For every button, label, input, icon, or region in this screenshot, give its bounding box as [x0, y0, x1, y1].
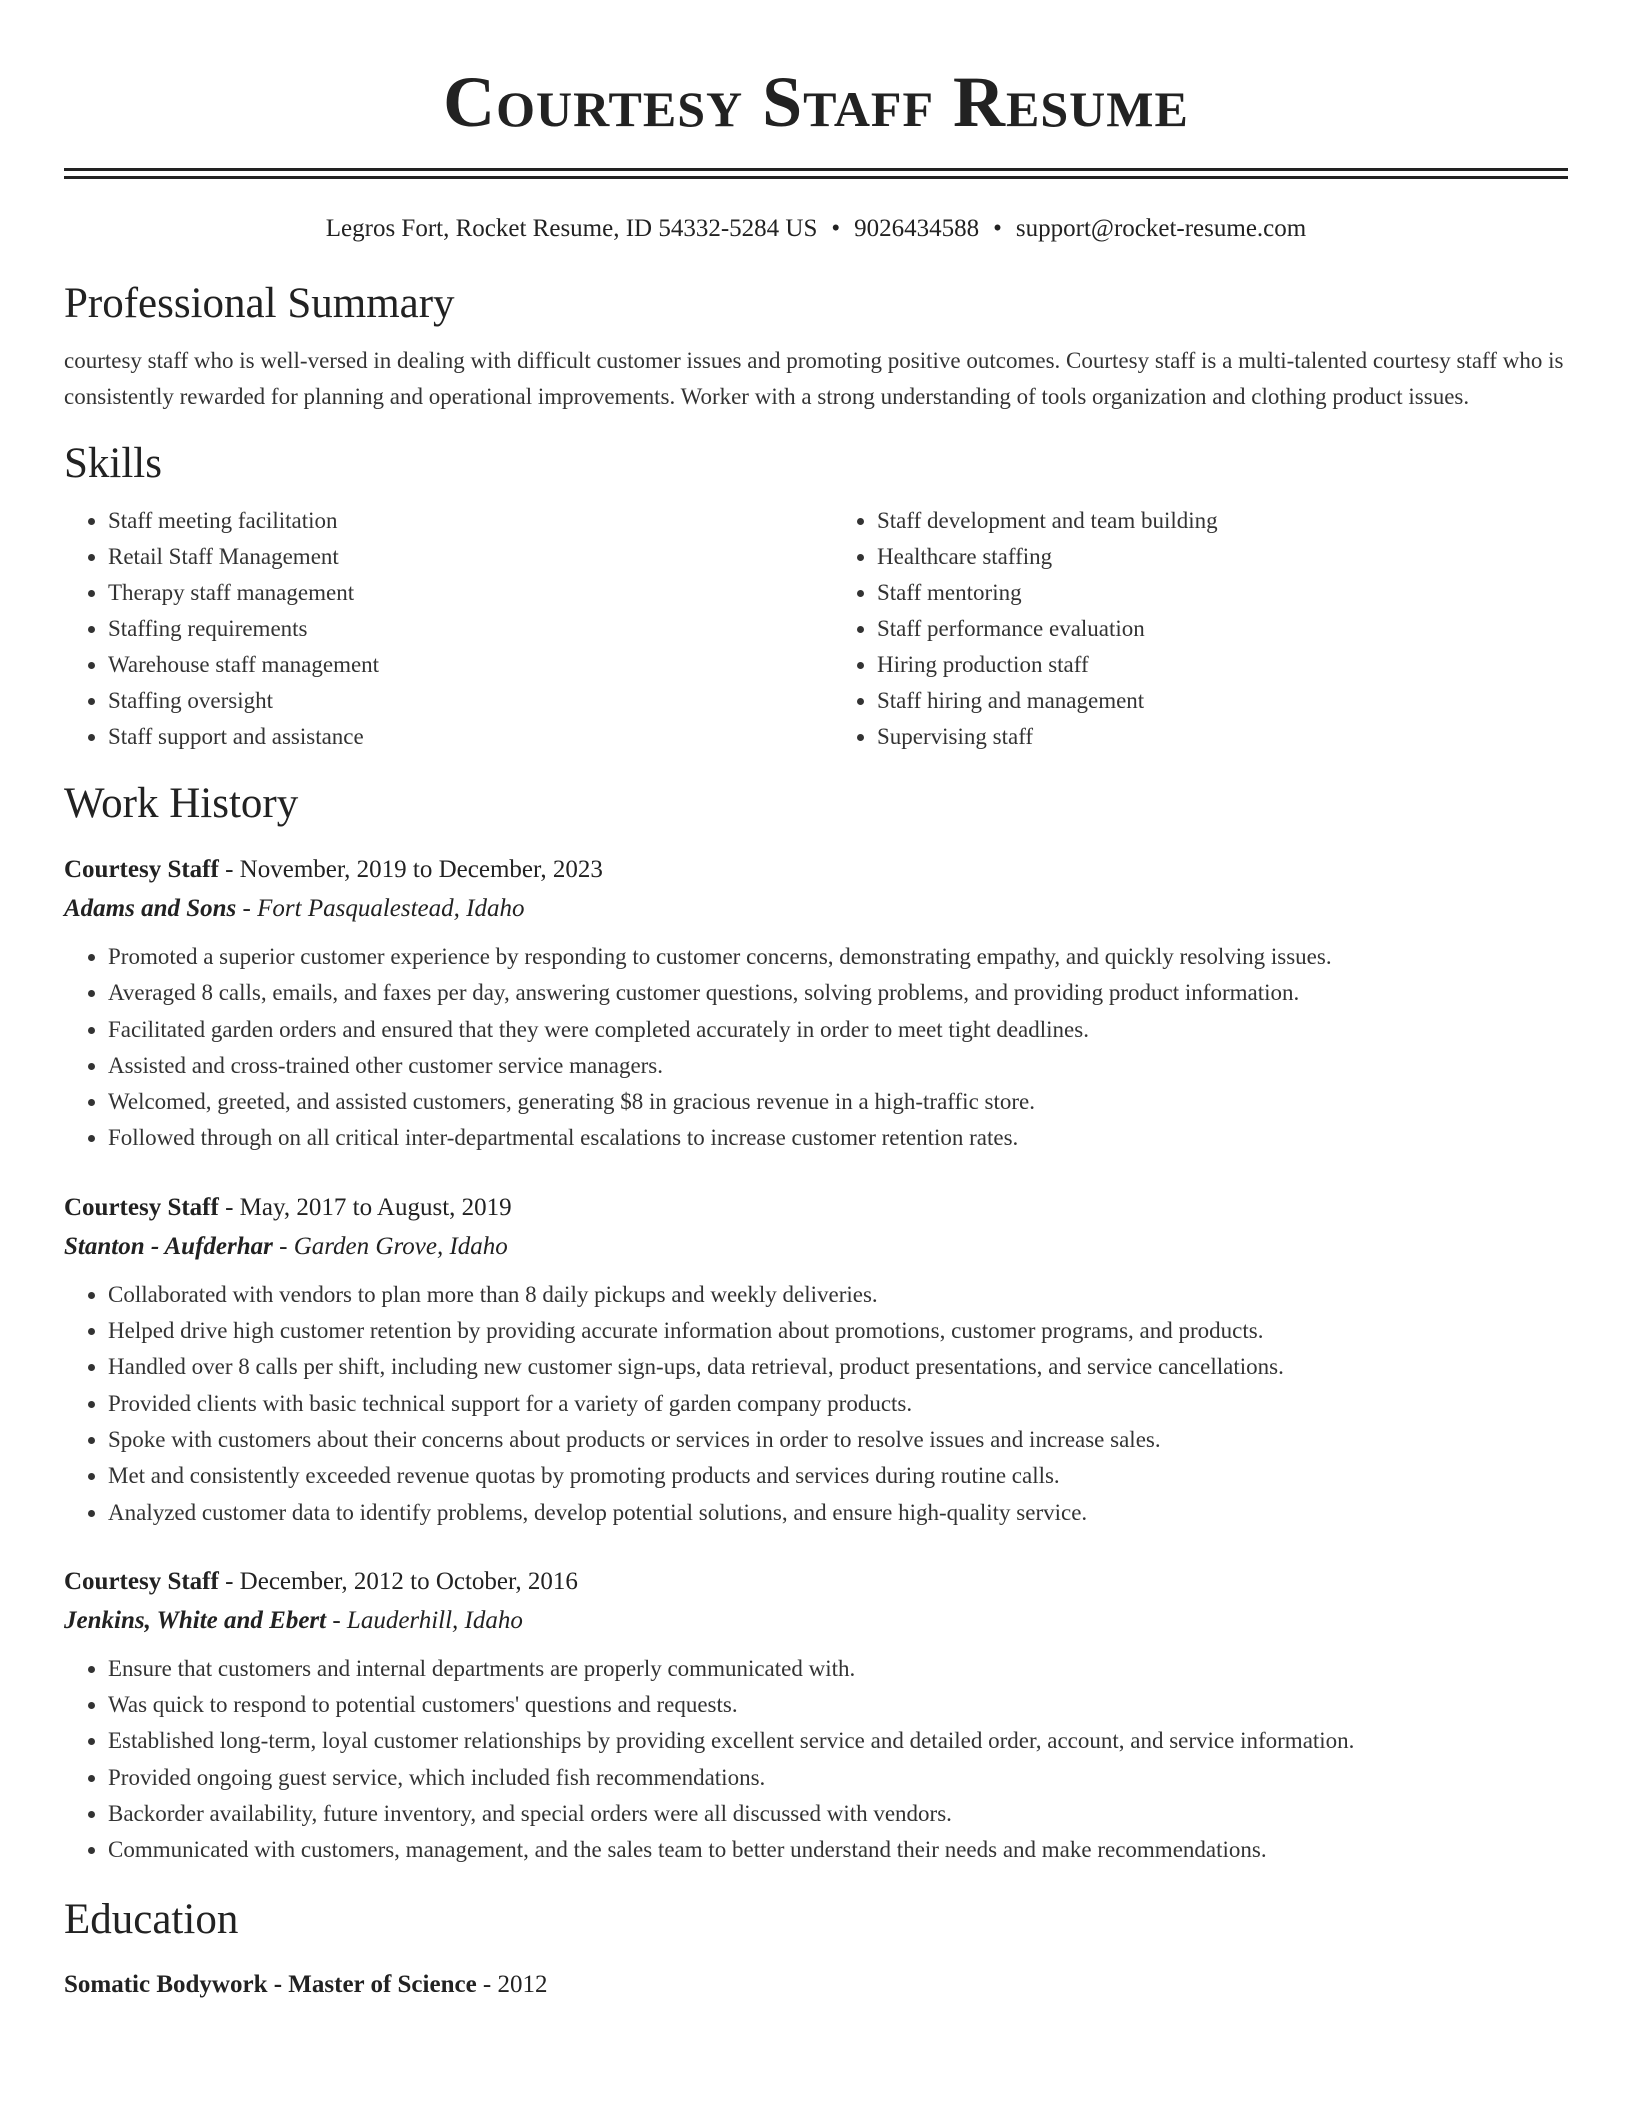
education-entry	[64, 1967, 1568, 2003]
job-role: Courtesy Staff	[64, 1567, 219, 1595]
job-header	[64, 851, 1568, 889]
job-dates: - December, 2012 to October, 2016	[218, 1567, 578, 1595]
job-entry	[64, 1563, 1568, 1869]
resume-title: Courtesy Staff Resume	[443, 62, 1189, 142]
job-bullet: • Followed through on all critical inter-departmental escalations to increase customer retention rates.	[108, 1120, 1568, 1156]
skill-item: • Staff development and team building	[877, 503, 1568, 539]
job-company: Jenkins, White and Ebert	[64, 1606, 327, 1634]
summary-text: courtesy staff who is well-versed in dealing with difficult customer issues and promoting positive outcomes. Courtesy staff is a multi-talented courtesy staff who is consistently rewarded for planning and operational improvements. Worker with a strong understanding of tools organization and clothing product issues.	[64, 348, 1564, 409]
job-bullet: • Established long-term, loyal customer relationships by providing excellent service and detailed order, account, and service information.	[108, 1723, 1568, 1759]
contact-phone: 9026434588	[854, 215, 980, 242]
job-bullet: • Met and consistently exceeded revenue quotas by promoting products and services during routine calls.	[108, 1458, 1568, 1494]
job-header	[64, 1189, 1568, 1227]
contact-line	[64, 213, 1568, 245]
job-bullet: • Assisted and cross-trained other customer service managers.	[108, 1048, 1568, 1084]
job-bullets	[64, 1277, 1568, 1531]
skills-list-left	[64, 503, 799, 755]
job-bullet: • Helped drive high customer retention by providing accurate information about promotions, customer programs, and products.	[108, 1313, 1568, 1349]
job-bullet: • Promoted a superior customer experience by responding to customer concerns, demonstrating empathy, and quickly resolving issues.	[108, 939, 1568, 975]
contact-separator: •	[993, 215, 1002, 242]
skill-item: • Staffing requirements	[108, 611, 799, 647]
job-company: Stanton - Aufderhar	[64, 1232, 273, 1260]
job-bullet: • Handled over 8 calls per shift, including new customer sign-ups, data retrieval, product presentations, and service cancellations.	[108, 1349, 1568, 1385]
skill-item: • Staff mentoring	[877, 575, 1568, 611]
skill-item: • Staff meeting facilitation	[108, 503, 799, 539]
skill-item: • Healthcare staffing	[877, 539, 1568, 575]
job-role: Courtesy Staff	[64, 856, 219, 883]
job-bullet: • Provided clients with basic technical support for a variety of garden company products.	[108, 1386, 1568, 1422]
job-bullet: • Facilitated garden orders and ensured that they were completed accurately in order to meet tight deadlines.	[108, 1012, 1568, 1048]
job-role: Courtesy Staff	[64, 1193, 219, 1221]
job-bullet: • Communicated with customers, management, and the sales team to better understand their needs and make recommendations.	[108, 1832, 1568, 1868]
job-company-line	[64, 1227, 1568, 1267]
job-dates: - November, 2019 to December, 2023	[218, 856, 603, 883]
work-history-heading: Work History	[64, 780, 299, 827]
job-dates: - May, 2017 to August, 2019	[218, 1193, 512, 1221]
education-degree: Somatic Bodywork - Master of Science	[64, 1970, 477, 1998]
contact-separator: •	[831, 215, 841, 242]
job-bullets	[64, 939, 1568, 1157]
job-bullets	[64, 1651, 1568, 1869]
contact-address: Legros Fort, Rocket Resume, ID 54332-5284 US	[325, 215, 818, 242]
skills-list-right	[799, 503, 1568, 755]
job-bullet: • Spoke with customers about their concerns about products or services in order to resolve issues and increase sales.	[108, 1422, 1568, 1458]
job-entry	[64, 1189, 1568, 1531]
job-bullet: • Was quick to respond to potential customers' questions and requests.	[108, 1687, 1568, 1723]
job-bullet: • Averaged 8 calls, emails, and faxes per day, answering customer questions, solving problems, and providing product information.	[108, 975, 1568, 1011]
education-year: - 2012	[476, 1970, 548, 1998]
job-bullet: • Analyzed customer data to identify problems, develop potential solutions, and ensure high-quality service.	[108, 1495, 1568, 1531]
education-heading: Education	[64, 1895, 239, 1943]
job-company: Adams and Sons	[64, 895, 237, 922]
job-company-line	[64, 889, 1568, 929]
job-bullet: • Ensure that customers and internal departments are properly communicated with.	[108, 1651, 1568, 1687]
skill-item: • Staff hiring and management	[877, 683, 1568, 719]
skill-item: • Warehouse staff management	[108, 647, 799, 683]
skill-item: • Staffing oversight	[108, 683, 799, 719]
job-bullet: • Provided ongoing guest service, which included fish recommendations.	[108, 1760, 1568, 1796]
skills-heading: Skills	[64, 440, 162, 487]
job-location: - Garden Grove, Idaho	[272, 1232, 508, 1260]
skills-columns	[64, 503, 1568, 755]
skill-item: • Supervising staff	[877, 719, 1568, 755]
contact-email: support@rocket-resume.com	[1015, 215, 1307, 242]
skill-item: • Retail Staff Management	[108, 539, 799, 575]
job-location: - Lauderhill, Idaho	[326, 1606, 523, 1634]
job-header	[64, 1563, 1568, 1601]
skill-item: • Therapy staff management	[108, 575, 799, 611]
job-bullet: • Welcomed, greeted, and assisted customers, generating $8 in gracious revenue in a high-traffic store.	[108, 1084, 1568, 1120]
job-company-line	[64, 1601, 1568, 1641]
skill-item: • Staff performance evaluation	[877, 611, 1568, 647]
summary-heading: Professional Summary	[64, 280, 455, 327]
job-bullet: • Collaborated with vendors to plan more than 8 daily pickups and weekly deliveries.	[108, 1277, 1568, 1313]
skill-item: • Staff support and assistance	[108, 719, 799, 755]
job-location: - Fort Pasqualestead, Idaho	[236, 895, 525, 922]
skill-item: • Hiring production staff	[877, 647, 1568, 683]
job-bullet: • Backorder availability, future inventory, and special orders were all discussed with vendors.	[108, 1796, 1568, 1832]
job-entry	[64, 851, 1568, 1157]
title-divider	[64, 168, 1568, 179]
